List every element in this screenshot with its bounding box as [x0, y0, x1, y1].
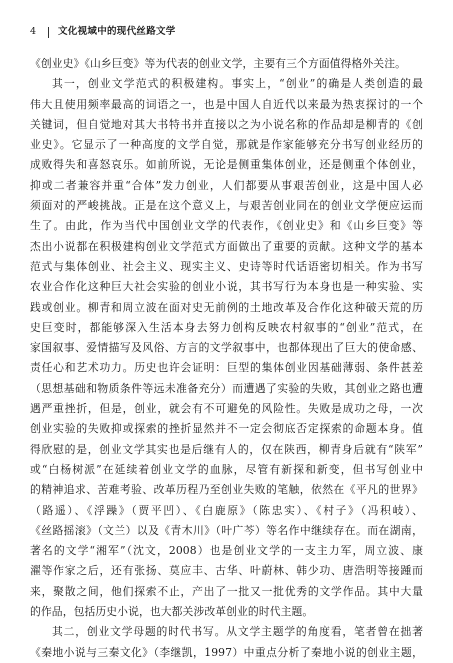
- text-line: 农业合作化这种巨大社会实验的创业小说，其书写行为本身也是一种实验、实: [30, 280, 423, 294]
- text-line: 其一，创业文学范式的积极建构。事实上，“创业”的确是人类创造的最: [52, 77, 423, 91]
- text-line: 著名的文学“湘军”（沈文，2008）也是创业文学的一支主力军，周立波、康: [30, 544, 423, 558]
- page-number: 4: [30, 26, 37, 37]
- text-line: 创业实验的失败抑或探索的挫折显然并不一定会彻底否定探索的命题本身。值: [30, 422, 423, 436]
- text-line: 家国叙事、爱情描写及风俗、方言的文学叙事中，也都体现出了巨大的使命感、: [30, 341, 423, 355]
- text-line: 伟大且使用频率最高的词语之一，也是中国人自近代以来最为热衷探讨的一个: [30, 97, 423, 111]
- running-header: [30, 26, 423, 38]
- running-title: 文化视域中的现代丝路文学: [58, 26, 176, 37]
- text-line: （思想基础和物质条件等远未准备充分）而遭遇了实验的失败，其创业之路也遭: [30, 381, 423, 395]
- text-line: 得欣慰的是，创业文学其实也是后继有人的，仅在陕西，柳青身后就有“陕军”: [30, 442, 423, 456]
- text-line: 其二，创业文学母题的时代书写。从文学主题学的角度看，笔者曾在拙著: [52, 625, 423, 639]
- text-line: 生了。由此，作为当代中国创业文学的代表作，《创业史》和《山乡巨变》等: [30, 219, 423, 233]
- text-line: 践或创业。柳青和周立波在面对史无前例的土地改革及合作化这种破天荒的历: [30, 300, 423, 314]
- text-line: 杰出小说都在积极建构创业文学范式方面做出了重要的贡献。这种文学的基本: [30, 239, 423, 253]
- text-line: 业史》。它显示了一种高度的文学自觉，那就是作家能够充分书写创业经历的: [30, 138, 423, 152]
- text-line: 《丝路摇滚》（文兰）以及《青木川》（叶广芩）等名作中继续存在。而在湖南，: [30, 523, 423, 537]
- text-line: 来，聚散之间，他们探索不止，产出了一批又一批优秀的文学作品。其中大量: [30, 584, 423, 598]
- text-line: 史巨变时，都能够深入生活本身去努力创构反映农村叙事的“创业”范式，在: [30, 320, 423, 334]
- header-divider: [48, 27, 49, 38]
- text-line: 《创业史》《山乡巨变》等为代表的创业文学，主要有三个方面值得格外关注。: [30, 57, 406, 70]
- text-line: 的精神追求、苦难考验、改革历程乃至创业失败的笔触，依然在《平凡的世界》: [30, 483, 423, 497]
- text-line: 濯等作家之后，还有张扬、莫应丰、古华、叶蔚林、韩少功、唐浩明等接踵而: [30, 564, 423, 578]
- text-line: 遇严重挫折，但是，创业，就会有不可避免的风险性。失败是成功之母，一次: [30, 402, 423, 416]
- text-line: 抑或二者兼容并重“合体”发力创业，人们都要从事艰苦创业，这是中国人必: [30, 178, 423, 192]
- text-line: 责任心和艺术功力。历史也许会证明：巨型的集体创业因基础薄弱、条件甚差: [30, 361, 423, 375]
- text-line: 的作品，包括历史小说，也大都关涉改革创业的时代主题。: [30, 605, 314, 619]
- text-line: （路遥）、《浮躁》（贾平凹）、《白鹿原》（陈忠实）、《村子》（冯积岐）、: [30, 503, 423, 517]
- text-line: 或“白杨树派”在延续着创业文学的血脉，尽管有新探和新变，但书写创业中: [30, 462, 423, 476]
- text-line: 须面对的严峻挑战。正是在这个意义上，与艰苦创业同在的创业文学便应运而: [30, 199, 423, 213]
- body-text: [30, 54, 423, 663]
- text-line: 成败得失和喜怒哀乐。如前所说，无论是侧重集体创业，还是侧重个体创业，: [30, 158, 423, 172]
- text-line: 《秦地小说与三秦文化》（李继凯，1997）中重点分析了秦地小说的创业主题，: [30, 645, 423, 659]
- text-line: 范式与集体创业、社会主义、现实主义、史诗等时代话语密切相关。作为书写: [30, 259, 423, 273]
- text-line: 关键词，但自觉地对其大书特书并直接以之为小说名称的作品却是柳青的《创: [30, 117, 423, 131]
